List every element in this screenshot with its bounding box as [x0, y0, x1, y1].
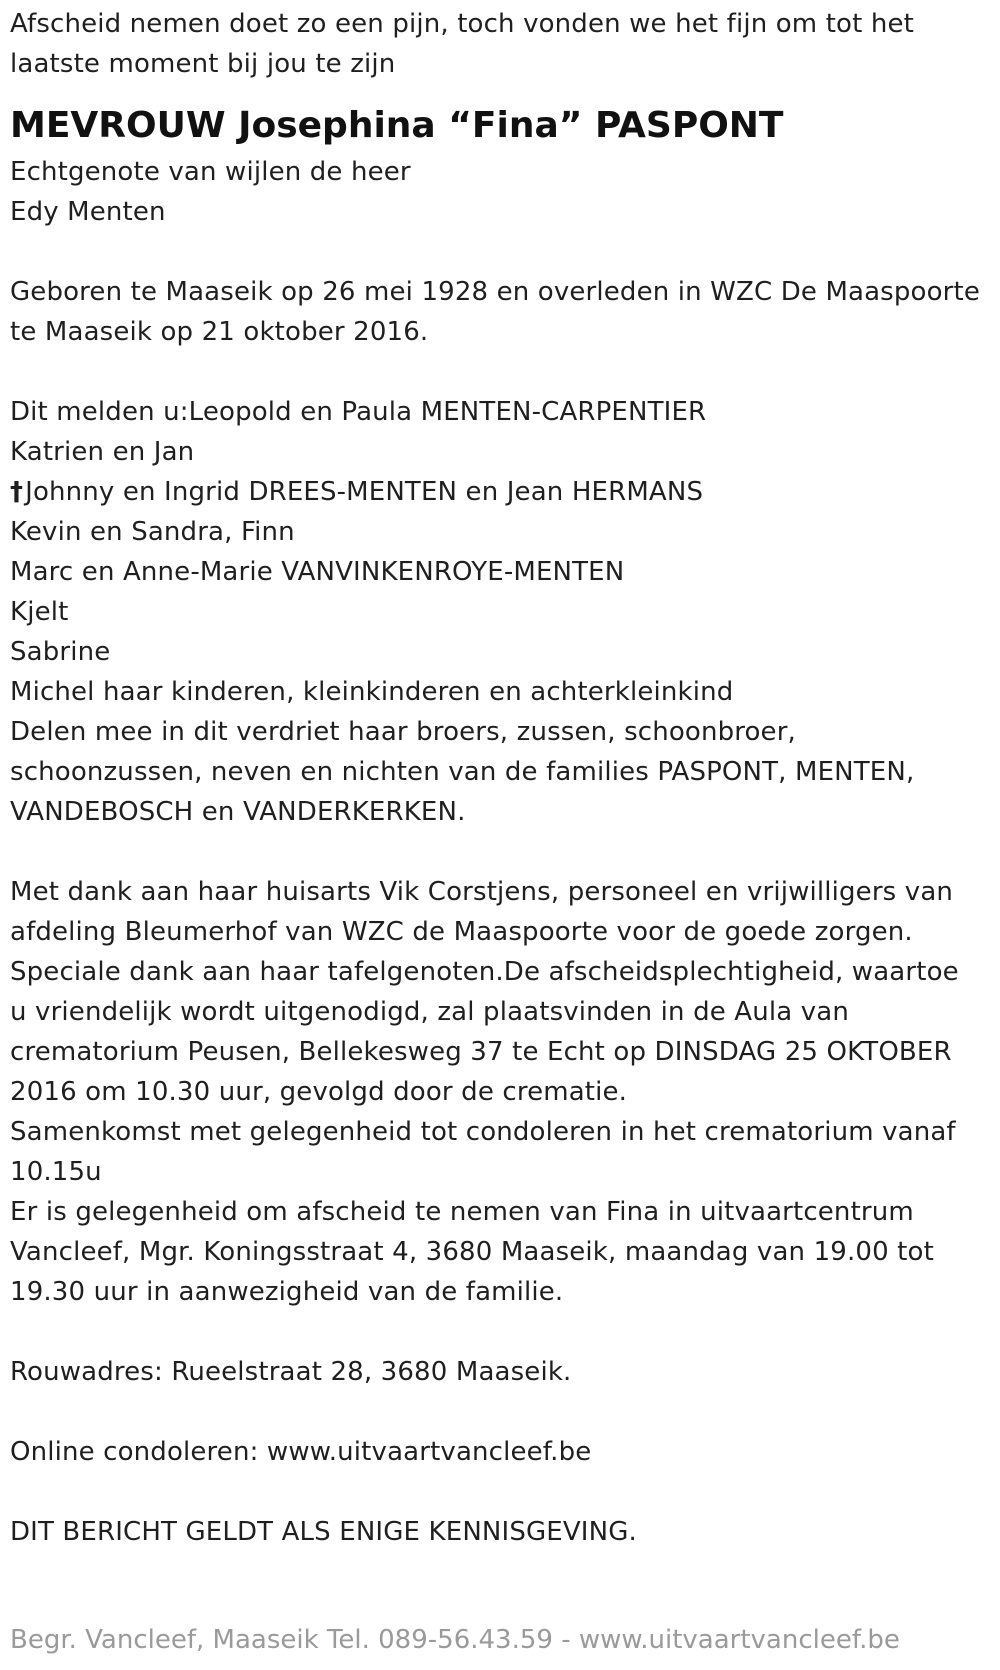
family-list: [10, 392, 995, 832]
thanks-line: Samenkomst met gelegenheid tot condoleren in het crematorium vanaf: [10, 1117, 956, 1147]
obituary-notice: [10, 4, 995, 1552]
thanks-line: afdeling Bleumerhof van WZC de Maaspoorte voor de goede zorgen.: [10, 917, 913, 947]
family-line: VANDEBOSCH en VANDERKERKEN.: [10, 797, 466, 827]
family-line: Delen mee in dit verdriet haar broers, zussen, schoonbroer,: [10, 717, 796, 747]
spouse-text: [10, 152, 995, 232]
cross-icon: †: [10, 477, 24, 507]
thanks-line: Vancleef, Mgr. Koningsstraat 4, 3680 Maaseik, maandag van 19.00 tot: [10, 1237, 934, 1267]
family-line: [10, 472, 995, 512]
family-line: Kjelt: [10, 597, 69, 627]
intro-text: [10, 4, 995, 84]
family-line-text: Johnny en Ingrid DREES-MENTEN en Jean HERMANS: [25, 477, 704, 507]
family-line: Dit melden u:Leopold en Paula MENTEN-CARPENTIER: [10, 397, 707, 427]
family-line: Katrien en Jan: [10, 437, 195, 467]
thanks-line: 2016 om 10.30 uur, gevolgd door de crematie.: [10, 1077, 628, 1107]
deceased-name-heading: MEVROUW Josephina “Fina” PASPONT: [10, 105, 784, 146]
thanks-line: crematorium Peusen, Bellekesweg 37 te Echt op DINSDAG 25 OKTOBER: [10, 1037, 952, 1067]
online-condolences: Online condoleren: www.uitvaartvancleef.be: [10, 1437, 592, 1467]
family-line: Kevin en Sandra, Finn: [10, 517, 295, 547]
birth-line-1: Geboren te Maaseik op 26 mei 1928 en overleden in WZC De Maaspoorte: [10, 277, 980, 307]
intro-line-2: laatste moment bij jou te zijn: [10, 49, 396, 79]
thanks-line: 19.30 uur in aanwezigheid van de familie.: [10, 1277, 564, 1307]
intro-line-1: Afscheid nemen doet zo een pijn, toch vonden we het fijn om tot het: [10, 9, 914, 39]
thanks-line: Met dank aan haar huisarts Vik Corstjens, personeel en vrijwilligers van: [10, 877, 954, 907]
notice-statement: DIT BERICHT GELDT ALS ENIGE KENNISGEVING.: [10, 1517, 637, 1547]
thanks-line: Speciale dank aan haar tafelgenoten.De afscheidsplechtigheid, waartoe: [10, 957, 959, 987]
thanks-and-ceremony-text: [10, 872, 995, 1312]
family-line: Sabrine: [10, 637, 111, 667]
thanks-line: u vriendelijk wordt uitgenodigd, zal plaatsvinden in de Aula van: [10, 997, 849, 1027]
family-line: Marc en Anne-Marie VANVINKENROYE-MENTEN: [10, 557, 625, 587]
thanks-line: 10.15u: [10, 1157, 102, 1187]
spouse-line-2: Edy Menten: [10, 197, 166, 227]
mourning-address: Rouwadres: Rueelstraat 28, 3680 Maaseik.: [10, 1357, 572, 1387]
birth-death-text: [10, 272, 995, 352]
funeral-home-footer: Begr. Vancleef, Maaseik Tel. 089-56.43.59 - www.uitvaartvancleef.be: [10, 1625, 900, 1655]
family-line: schoonzussen, neven en nichten van de families PASPONT, MENTEN,: [10, 757, 915, 787]
thanks-line: Er is gelegenheid om afscheid te nemen van Fina in uitvaartcentrum: [10, 1197, 914, 1227]
family-line: Michel haar kinderen, kleinkinderen en achterkleinkind: [10, 677, 734, 707]
birth-line-2: te Maaseik op 21 oktober 2016.: [10, 317, 429, 347]
spouse-line-1: Echtgenote van wijlen de heer: [10, 157, 411, 187]
